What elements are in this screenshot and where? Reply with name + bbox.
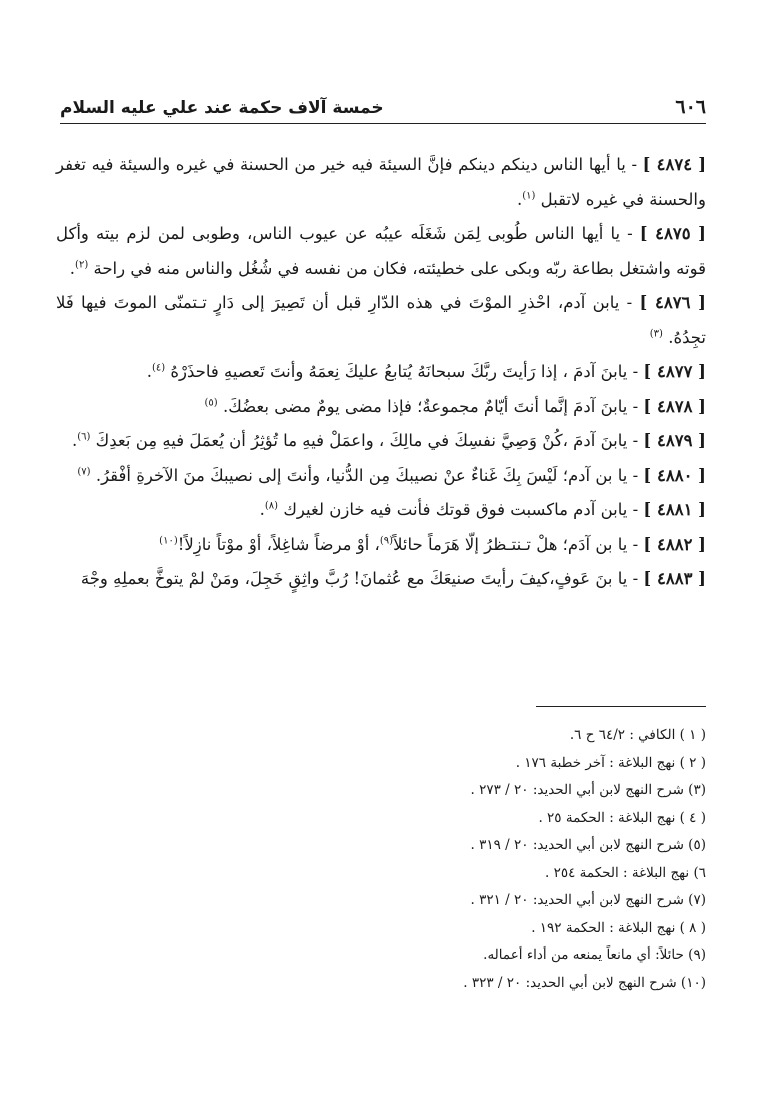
footnote-ref: (٤) — [151, 362, 166, 374]
hikma-entry — [56, 286, 706, 355]
hikma-entry — [56, 493, 706, 528]
footnote-ref: (٣) — [649, 328, 663, 339]
entry-number: [ ٤٨٧٦ ] — [639, 293, 706, 312]
header-rule — [60, 123, 706, 124]
hikma-entry — [56, 390, 706, 425]
hikma-entry — [56, 459, 706, 494]
entry-text: - يا بنَ عَوفٍ،كيفَ رأيتَ صنيعَكَ مع عُثمانَ! رُبَّ واثِقٍ خَجِلَ، ومَنْ لمْ يتوخَّ بعملِهِ وجْهَ — [80, 569, 639, 588]
entry-text: - يابنَ آدمَ ، إذا رَأيتَ ربَّكَ سبحانَهُ يُتابعُ عليكَ نِعمَهُ وأنتَ تَعصيهِ فاحذَرْهُ — [170, 362, 639, 381]
entry-number: [ ٤٨٧٩ ] — [643, 431, 706, 450]
entry-text: - يابن آدم ماكسبت فوق قوتك فأنت فيه خازن لغيرك — [283, 500, 639, 519]
footnote: ( ٢ ) نهج البلاغة : آخر خطبة ١٧٦ . — [515, 754, 706, 771]
hikma-entry — [56, 355, 706, 390]
entry-text: - يا أيها الناس طُوبى لِمَن شَغَلَه عيبُه عن عيوب الناس، وطوبى لمن لزم بيته وأكل قوته واشتغل بطاعة ربّه وبكى على خطيئته، فكان من نفسه في شُغُل والناس منه في راحة — [56, 224, 706, 278]
hikma-entry — [56, 562, 706, 597]
footnote: (٩) حائلاً: أي مانعاً يمنعه من أداء أعماله. — [483, 947, 706, 963]
entry-text: - يابنَ آدمَ ،كُنْ وَصِيَّ نفسِكَ في مالِكَ ، واعمَلْ فيهِ ما تُؤثِرُ أن يُعمَلَ فيهِ مِن بَعدِكَ — [95, 431, 639, 450]
entry-number: [ ٤٨٨٣ ] — [643, 569, 706, 588]
footnote-ref: (٥) — [204, 397, 218, 408]
hikma-entry — [56, 148, 706, 217]
footnote: ٦) نهج البلاغة : الحكمة ٢٥٤ . — [545, 864, 706, 881]
footnote: ( ١ ) الكافي : ٦٤/٢ ح ٦. — [569, 727, 706, 743]
footnote: (١٠) شرح النهج لابن أبي الحديد: ٢٠ / ٣٢٣ . — [463, 974, 706, 991]
footnotes — [56, 722, 706, 997]
entry-end: . — [69, 258, 76, 278]
footnote-ref: (٨) — [264, 500, 279, 512]
entry-number: [ ٤٨٧٥ ] — [639, 224, 706, 243]
footnote-ref: (٢) — [75, 259, 89, 270]
footnote-ref: (١٠) — [159, 535, 178, 546]
footnote: (٧) شرح النهج لابن أبي الحديد: ٢٠ / ٣٢١ . — [470, 892, 706, 908]
entry-text: - يابن آدم، احْذرِ الموْتَ في هذه الدّارِ قبل أن تَصِيرَ إلى دَارٍ تـتمنّى الموتَ فيها فَلا تجِدُهُ. — [56, 293, 706, 347]
footnote-ref: (٦) — [77, 431, 91, 443]
entry-text: - يا أيها الناس دينكم دينكم فإنَّ السيئة فيه خير من الحسنة في غيره والسيئة فيه تغفر والحسنة في غيره لاتقبل — [56, 155, 706, 209]
entry-end: . — [146, 362, 152, 381]
entry-number: [ ٤٨٧٤ ] — [642, 155, 706, 174]
footnote-rule — [536, 706, 706, 707]
footnote-ref: (١) — [522, 190, 536, 201]
footnote-ref: (٩) — [379, 535, 394, 546]
entry-number: [ ٤٨٧٧ ] — [643, 362, 706, 381]
entry-end: . — [71, 431, 78, 450]
entry-number: [ ٤٨٨٠ ] — [643, 465, 706, 485]
footnote: (٥) شرح النهج لابن أبي الحديد: ٢٠ / ٣١٩ . — [470, 837, 706, 853]
footnote: ( ٨ ) نهج البلاغة : الحكمة ١٩٢ . — [531, 919, 706, 936]
hikma-entry — [56, 424, 706, 459]
entry-end: . — [259, 500, 265, 519]
entry-number: [ ٤٨٨١ ] — [643, 500, 706, 519]
entry-number: [ ٤٨٧٨ ] — [643, 396, 706, 416]
page-number: ٦٠٦ — [675, 96, 706, 118]
running-title: خمسة آلاف حكمة عند علي عليه السلام — [60, 98, 384, 118]
entry-end: ، أوْ مرضاً شاغِلاً، أوْ موْتاً نازِلاً! — [177, 534, 380, 554]
hikma-entry — [56, 528, 706, 563]
footnote: (٣) شرح النهج لابن أبي الحديد: ٢٠ / ٢٧٣ . — [470, 782, 706, 798]
entry-end: . — [516, 189, 523, 209]
hikma-entry — [56, 217, 706, 286]
entry-text: - يا بن آدم؛ لَيْسَ بِكَ غَناءٌ عنْ نصيبكَ مِن الدُّنيا، وأنتَ إلى نصيبكَ منَ الآخرةِ أفْقرُ. — [95, 465, 639, 485]
entry-number: [ ٤٨٨٢ ] — [643, 534, 706, 554]
main-text — [56, 148, 706, 597]
page-header — [60, 88, 706, 118]
footnote-ref: (٧) — [77, 466, 91, 477]
entry-text: - يا بن آدَم؛ هلْ تـنتـظرُ إلّا هَرَماً حائلاً — [393, 534, 639, 554]
footnote: ( ٤ ) نهج البلاغة : الحكمة ٢٥ . — [538, 809, 706, 826]
entry-text: - يابنَ آدمَ إنَّما أنتَ أيّامٌ مجموعةٌ؛ فإذا مضى يومٌ مضى بعضُكَ. — [222, 396, 639, 416]
